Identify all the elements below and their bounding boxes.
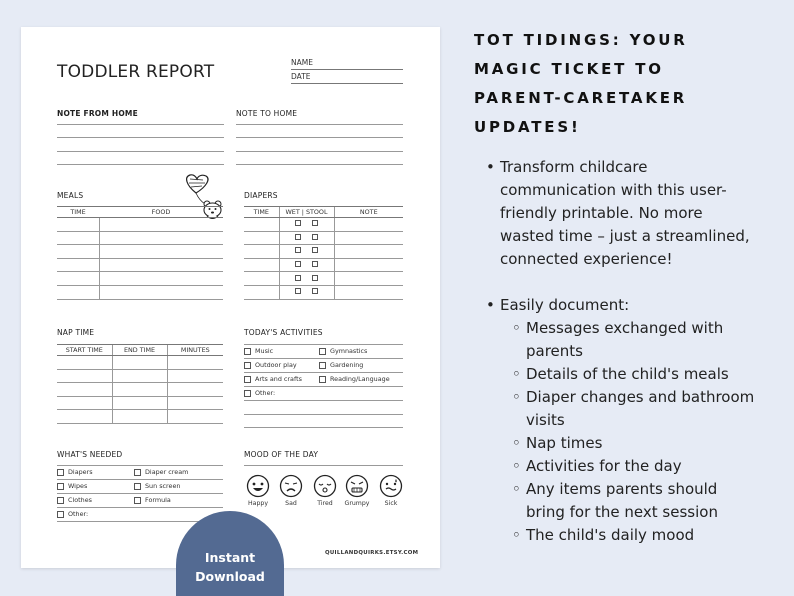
note-from-home-line [57,164,224,165]
diapers-col-note: NOTE [334,207,403,218]
wet-checkbox[interactable] [295,275,301,281]
needed-sun-screen[interactable]: Sun screen [134,482,180,490]
stool-checkbox[interactable] [312,220,318,226]
needed-wipes[interactable]: Wipes [57,482,87,490]
mood-label: MOOD OF THE DAY [244,450,319,459]
activities-top-rule [244,344,403,345]
checkbox[interactable] [319,348,326,355]
table-row[interactable] [244,218,403,232]
sub-bullet-activities: ◦ Activities for the day [526,455,682,478]
sub-bullet-meals: ◦ Details of the child's meals [526,363,729,386]
activities-rule [244,400,403,401]
bullet-transform: • Transform childcare communication with this user- friendly printable. No more wasted time – just a streamlined, connected experience! [486,158,750,268]
table-row[interactable] [57,285,223,299]
mood-sick[interactable]: Sick [376,474,406,507]
sheet-title: TODDLER REPORT [57,62,215,82]
sub-bullet-messages: ◦ Messages exchanged with parents [512,319,724,360]
table-row[interactable] [57,369,223,383]
bullet-circle-icon: ◦ [512,434,521,452]
checkbox[interactable] [319,362,326,369]
stool-checkbox[interactable] [312,275,318,281]
sub-bullet-items: ◦ Any items parents should bring for the next session [512,480,718,521]
heading-line: UPDATES! [474,118,581,136]
activity-other[interactable]: Other: [244,389,275,397]
checkbox[interactable] [57,497,64,504]
bullet-circle-icon: ◦ [512,319,521,337]
mood-tired[interactable]: Tired [310,474,340,507]
table-row[interactable] [57,231,223,245]
diapers-col-wet-stool: WET | STOOL [279,207,334,218]
checkbox[interactable] [57,483,64,490]
activities-rule [244,358,403,359]
table-row[interactable] [244,245,403,259]
grumpy-face-icon [345,474,369,498]
wet-checkbox[interactable] [295,220,301,226]
meals-table [57,206,223,300]
bullet-circle-icon: ◦ [512,480,521,498]
bullet-circle-icon: ◦ [512,526,521,544]
sub-bullet-diapers: ◦ Diaper changes and bathroom visits [512,388,755,429]
wet-checkbox[interactable] [295,288,301,294]
table-row[interactable] [244,258,403,272]
activities-label: TODAY'S ACTIVITIES [244,328,323,337]
heading-line: MAGIC TICKET TO [474,60,664,78]
meals-col-time: TIME [57,207,99,218]
checkbox[interactable] [244,376,251,383]
table-row[interactable] [57,410,223,424]
stool-checkbox[interactable] [312,234,318,240]
note-to-home-line [236,137,403,138]
activity-gardening[interactable]: Gardening [319,361,363,369]
name-field-label: NAME [291,58,403,70]
diapers-col-time: TIME [244,207,279,218]
date-field-label: DATE [291,72,403,84]
wet-checkbox[interactable] [295,261,301,267]
table-row[interactable] [57,218,223,232]
tired-face-icon [313,474,337,498]
activity-reading-language[interactable]: Reading/Language [319,375,390,383]
whats-needed-rule [57,479,223,480]
note-to-home-label: NOTE TO HOME [236,109,298,118]
table-row[interactable] [244,231,403,245]
sub-bullet-nap-times: ◦ Nap times [526,432,602,455]
activity-music[interactable]: Music [244,347,273,355]
note-from-home-line [57,151,224,152]
note-to-home-line [236,124,403,125]
stool-checkbox[interactable] [312,261,318,267]
note-from-home-line [57,137,224,138]
note-from-home-label: NOTE FROM HOME [57,109,138,118]
bullet-dot-icon: • [486,296,495,314]
mood-grumpy[interactable]: Grumpy [342,474,372,507]
activity-arts-and-crafts[interactable]: Arts and crafts [244,375,302,383]
nap-col-minutes: MINUTES [167,345,223,356]
heading-line: TOT TIDINGS: YOUR [474,31,688,49]
badge-line-2: Download [195,569,265,584]
nap-time-label: NAP TIME [57,328,95,337]
mood-sad[interactable]: Sad [276,474,306,507]
checkbox[interactable] [134,483,141,490]
checkbox[interactable] [244,390,251,397]
wet-checkbox[interactable] [295,247,301,253]
table-row[interactable] [57,245,223,259]
toddler-report-sheet [21,27,440,568]
nap-time-table [57,344,223,424]
checkbox[interactable] [57,469,64,476]
table-row[interactable] [57,383,223,397]
checkbox[interactable] [244,362,251,369]
checkbox[interactable] [319,376,326,383]
checkbox[interactable] [134,469,141,476]
footer-shop-url: QUILLANDQUIRKS.ETSY.COM [325,550,419,556]
table-row[interactable] [244,272,403,286]
bullet-circle-icon: ◦ [512,365,521,383]
note-from-home-line [57,124,224,125]
meals-label: MEALS [57,191,84,200]
activities-rule [244,414,403,415]
bullet-easily-document: • Easily document: [500,294,629,317]
happy-face-icon [246,474,270,498]
sub-bullet-mood: ◦ The child's daily mood [526,524,694,547]
badge-line-1: Instant [204,550,256,565]
bullet-circle-icon: ◦ [512,388,521,406]
checkbox[interactable] [244,348,251,355]
bullet-dot-icon: • [486,158,495,176]
diapers-table [244,206,403,300]
checkbox[interactable] [57,511,64,518]
activity-gymnastics[interactable]: Gymnastics [319,347,367,355]
activity-outdoor-play[interactable]: Outdoor play [244,361,297,369]
needed-diapers[interactable]: Diapers [57,468,93,476]
mood-happy[interactable]: Happy [243,474,273,507]
whats-needed-label: WHAT'S NEEDED [57,450,123,459]
table-row[interactable] [57,356,223,370]
table-row[interactable] [244,285,403,299]
note-to-home-line [236,164,403,165]
whats-needed-rule [57,507,223,508]
meals-col-food: FOOD [99,207,223,218]
needed-diaper-cream[interactable]: Diaper cream [134,468,188,476]
promo-heading [474,26,774,142]
sad-face-icon [279,474,303,498]
mood-top-rule [244,465,403,466]
needed-clothes[interactable]: Clothes [57,496,92,504]
note-to-home-line [236,151,403,152]
table-row[interactable] [57,272,223,286]
needed-formula[interactable]: Formula [134,496,171,504]
sick-face-icon [379,474,403,498]
checkbox[interactable] [134,497,141,504]
needed-other[interactable]: Other: [57,510,88,518]
nap-col-end: END TIME [112,345,167,356]
heading-line: PARENT-CARETAKER [474,89,688,107]
bullet-circle-icon: ◦ [512,457,521,475]
whats-needed-top-rule [57,465,223,466]
nap-col-start: START TIME [57,345,112,356]
stool-checkbox[interactable] [312,247,318,253]
stool-checkbox[interactable] [312,288,318,294]
activities-rule [244,372,403,373]
table-row[interactable] [57,258,223,272]
table-row[interactable] [57,396,223,410]
activities-rule [244,386,403,387]
activities-rule [244,427,403,428]
wet-checkbox[interactable] [295,234,301,240]
diapers-label: DIAPERS [244,191,278,200]
whats-needed-rule [57,493,223,494]
